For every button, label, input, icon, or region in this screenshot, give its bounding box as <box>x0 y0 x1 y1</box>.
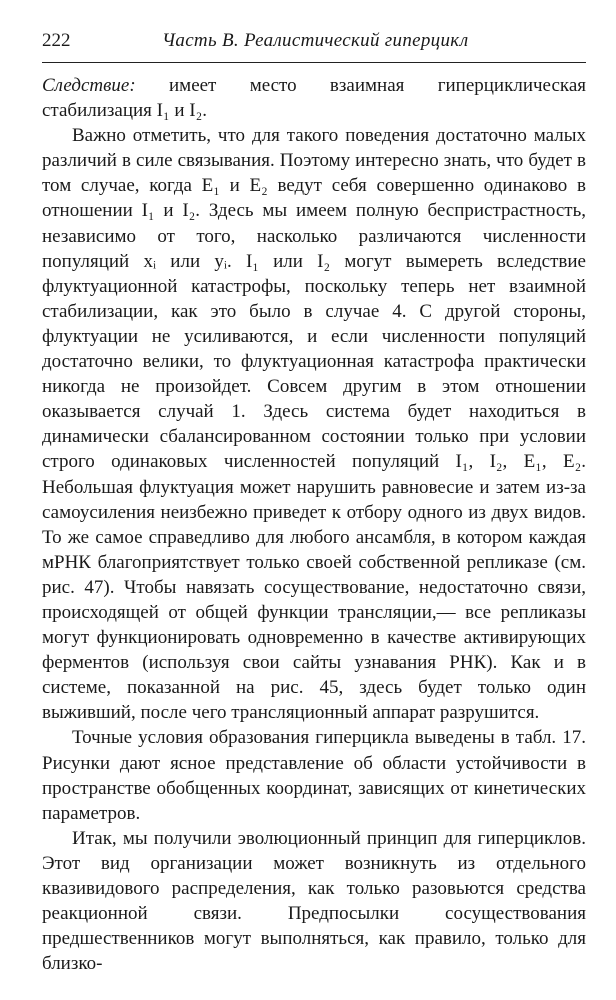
paragraph-4: Итак, мы получили эволюционный принцип для гиперциклов. Этот вид организации может возникнуть из отдельного квазивидового распределения, как только разовьются средства реакционной связи. Предпосылки сосуществования предшественников могут выполняться, как правило, только для близко- <box>42 827 586 975</box>
page-number: 222 <box>42 30 71 51</box>
paragraph-3: Точные условия образования гиперцикла выведены в табл. 17. Рисунки дают ясное представление об области устойчивости в пространстве обобщенных координат, зависящих от кинетических параметров. <box>42 727 586 824</box>
running-title: Часть В. Реалистический гиперцикл <box>162 30 469 51</box>
body-text <box>42 73 586 976</box>
paragraph-1-text: имеет место взаимная гиперциклическая стабилизация I₁ и I₂. <box>42 75 586 122</box>
paragraph-1 <box>42 73 586 123</box>
page-header <box>42 28 586 63</box>
paragraph-2: Важно отметить, что для такого поведения достаточно малых различий в силе связывания. Поэтому интересно знать, что будет в том случае, когда E₁ и E₂ ведут себя совершенно одинаково в отношении I₁ и I₂. Здесь мы имеем полную беспристрастность, независимо от того, насколько различаются численности популяций xᵢ или yᵢ. I₁ или I₂ могут вымереть вследствие флуктуационной катастрофы, поскольку теперь нет взаимной стабилизации, как это было в случае 4. С другой стороны, флуктуации не усиливаются, и если численности популяций достаточно велики, то флуктуационная катастрофа практически никогда не произойдет. Совсем другим в этом отношении оказывается случай 1. Здесь система будет находиться в динамически сбалансированном состоянии только при условии строго одинаковых численностей популяций I₁, I₂, E₁, E₂. Небольшая флуктуация может нарушить равновесие и затем из-за самоусиления неизбежно приведет к отбору одного из двух видов. То же самое справедливо для любого ансамбля, в котором каждая мРНК благоприятствует только своей собственной репликазе (см. рис. 47). Чтобы навязать сосуществование, недостаточно связи, происходящей от общей функции трансляции,— все репликазы могут функционировать одновременно в качестве активирующих ферментов (используя свои сайты узнавания РНК). Как и в системе, показанной на рис. 45, здесь будет только один выживший, после чего трансляционный аппарат разрушится. <box>42 125 586 724</box>
consequence-label: Следствие: <box>42 75 136 96</box>
